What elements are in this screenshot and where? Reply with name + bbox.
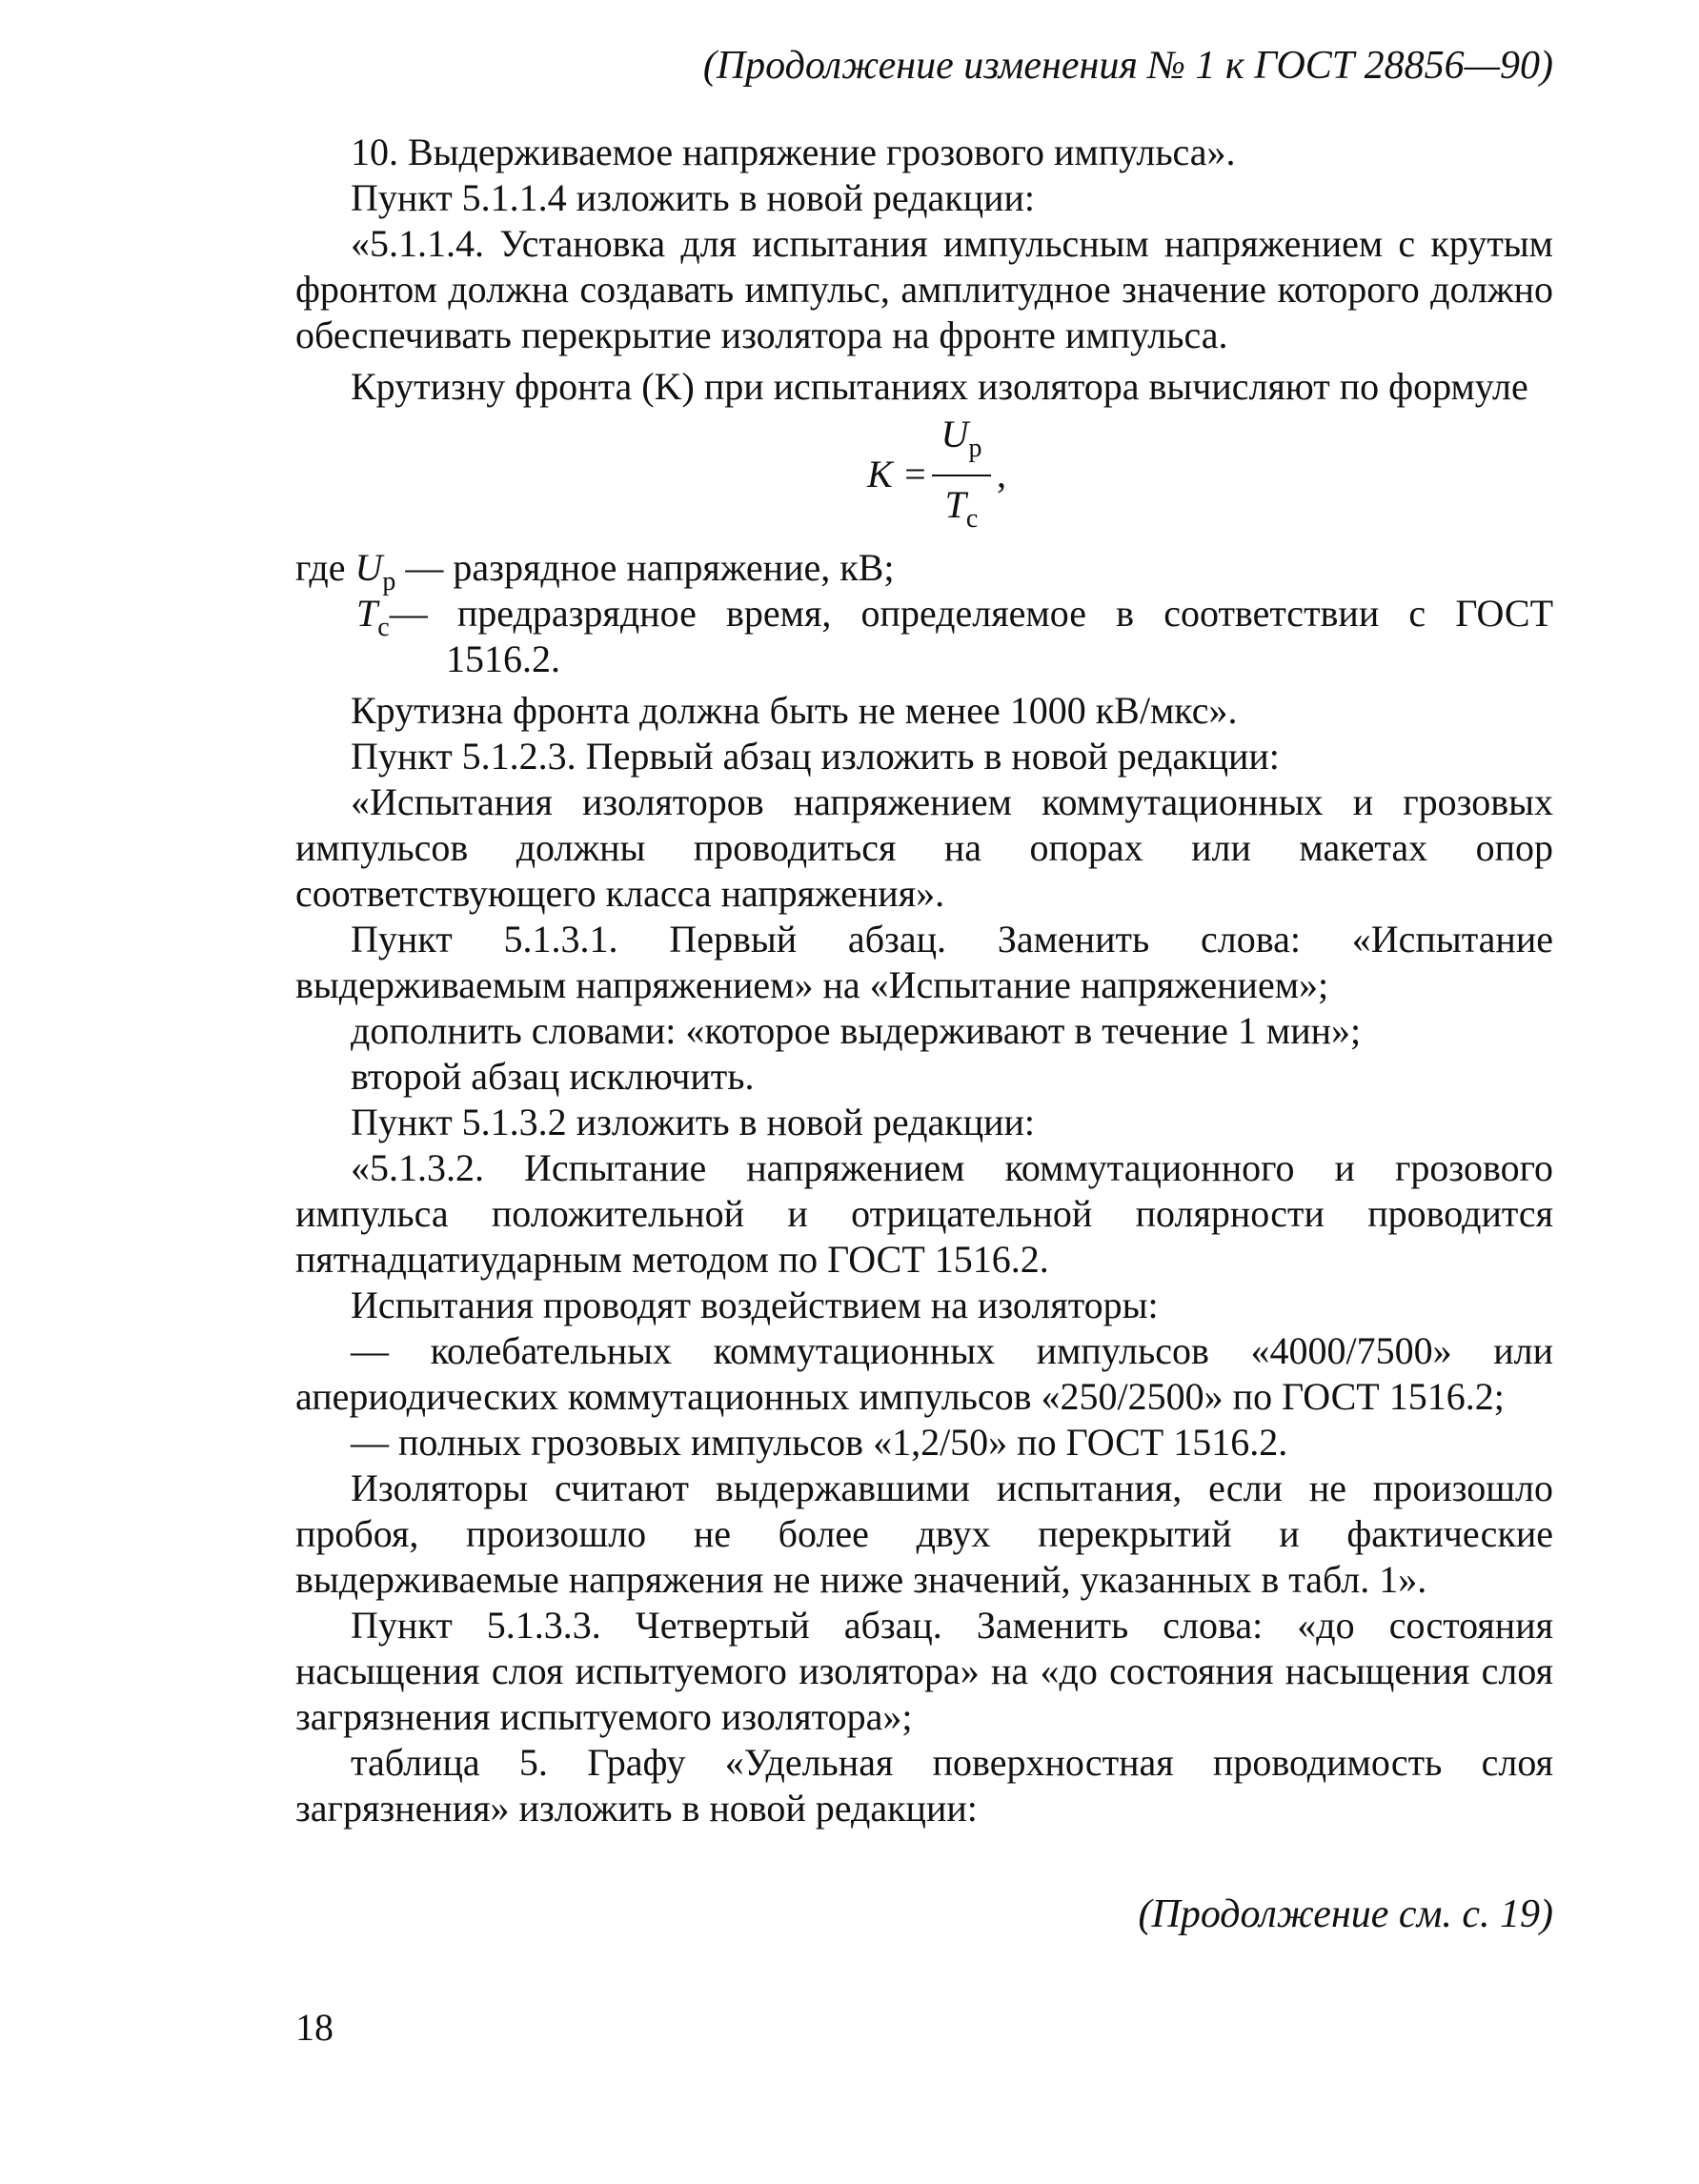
where-t-subscript: с	[377, 613, 390, 642]
denominator-variable: T	[944, 483, 966, 526]
where-line-voltage	[295, 545, 1553, 597]
steepness-formula	[295, 412, 1553, 545]
paragraph-supplement-words: дополнить словами: «которое выдерживают в течение 1 мин»;	[351, 1009, 1362, 1052]
where-t-variable: T	[356, 592, 378, 635]
paragraph-steepness-requirement: Крутизна фронта должна быть не менее 1000 кВ/мкс».	[351, 689, 1238, 732]
paragraph-clause-5-1-3-3: Пункт 5.1.3.3. Четвертый абзац. Заменить слова: «до состояния насыщения слоя испытуемого изолятора» на «до состояния насыщения слоя загрязнения испытуемого изолятора»;	[295, 1604, 1553, 1738]
where-u-subscript: р	[382, 567, 396, 597]
where-u-description: — разрядное напряжение, кВ;	[405, 546, 895, 589]
paragraph-clause-5-1-3-1: Пункт 5.1.3.1. Первый абзац. Заменить слова: «Испытание выдерживаемым напряжением» на «Испытание напряжением»;	[295, 918, 1553, 1006]
fraction-bar	[932, 475, 991, 476]
where-u-variable: U	[354, 546, 383, 589]
paragraph-formula-intro: Крутизну фронта (K) при испытаниях изолятора вычисляют по формуле	[351, 365, 1528, 408]
paragraph-item-10: 10. Выдерживаемое напряжение грозового импульса».	[351, 131, 1236, 173]
denominator-subscript: с	[965, 504, 979, 534]
formula-numerator	[932, 412, 991, 461]
paragraph-clause-5-1-1-4-heading: Пункт 5.1.1.4 изложить в новой редакции:	[351, 176, 1036, 219]
numerator-variable: U	[941, 413, 969, 455]
formula-denominator	[932, 482, 991, 534]
paragraph-clause-5-1-3-2-heading: Пункт 5.1.3.2 изложить в новой редакции:	[351, 1101, 1036, 1143]
where-t-description: — предразрядное время, определяемое в соответствии с ГОСТ	[389, 592, 1553, 635]
paragraph-tests-intro: Испытания проводят воздействием на изоляторы:	[351, 1284, 1159, 1326]
paragraph-clause-5-1-1-4-text: «5.1.1.4. Установка для испытания импульсным напряжением с крутым фронтом должна создавать импульс, амплитудное значение которого должно обеспечивать перекрытие изолятора на фронте импульса.	[295, 222, 1553, 356]
formula-lhs: K =	[867, 453, 928, 495]
formula-fraction	[932, 412, 991, 534]
where-line-time	[295, 591, 1553, 642]
formula-comma: ,	[997, 453, 1006, 495]
where-line-time-continuation: 1516.2.	[446, 637, 560, 680]
paragraph-pass-criteria: Изоляторы считают выдержавшими испытания, если не произошло пробоя, произошло не более двух перекрытий и фактические выдерживаемые напряжения не ниже значений, указанных в табл. 1».	[295, 1466, 1553, 1601]
paragraph-table-5: таблица 5. Графу «Удельная поверхностная проводимость слоя загрязнения» изложить в новой редакции:	[295, 1741, 1553, 1830]
paragraph-clause-5-1-2-3-text: «Испытания изоляторов напряжением коммутационных и грозовых импульсов должны проводиться на опорах или макетах опор соответствующего класса напряжения».	[295, 780, 1553, 915]
continuation-footer: (Продолжение см. с. 19)	[1138, 1892, 1553, 1936]
numerator-subscript: р	[968, 434, 982, 463]
where-word: где	[295, 546, 346, 589]
list-item-lightning-impulses: — полных грозовых импульсов «1,2/50» по ГОСТ 1516.2.	[351, 1421, 1288, 1464]
body-text	[295, 130, 1553, 1831]
continuation-header: (Продолжение изменения № 1 к ГОСТ 28856—90)	[702, 44, 1553, 88]
paragraph-clause-5-1-2-3-heading: Пункт 5.1.2.3. Первый абзац изложить в новой редакции:	[351, 735, 1280, 778]
list-item-switching-impulses: — колебательных коммутационных импульсов «4000/7500» или апериодических коммутационных импульсов «250/2500» по ГОСТ 1516.2;	[295, 1329, 1553, 1418]
paragraph-clause-5-1-3-2-text: «5.1.3.2. Испытание напряжением коммутационного и грозового импульса положительной и отрицательной полярности проводится пятнадцатиударным методом по ГОСТ 1516.2.	[295, 1146, 1553, 1281]
paragraph-exclude-second: второй абзац исключить.	[351, 1055, 755, 1098]
page-number: 18	[295, 2006, 334, 2049]
